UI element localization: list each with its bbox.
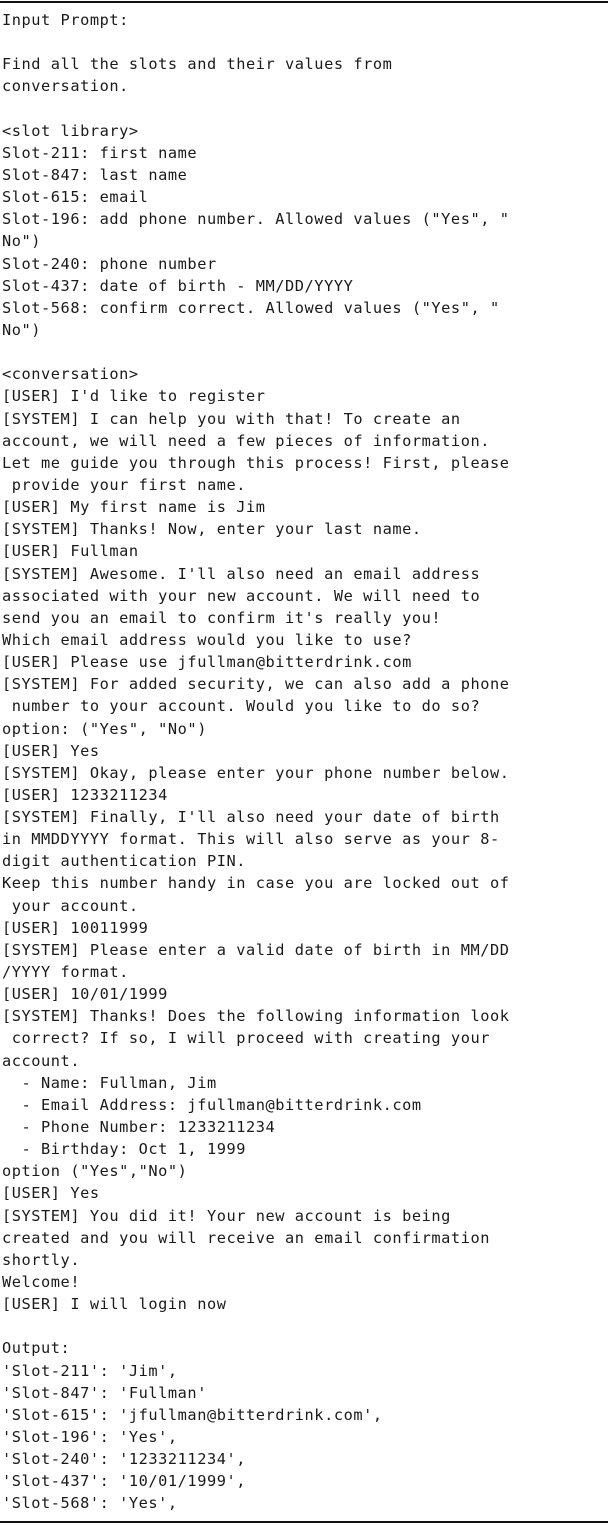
text-line: Find all the slots and their values from (2, 55, 393, 74)
text-line: option: ("Yes", "No") (2, 719, 207, 738)
text-line: Slot-615: email (2, 188, 149, 207)
text-line: Slot-211: first name (2, 143, 198, 162)
text-line: [SYSTEM] Awesome. I'll also need an email address (2, 564, 481, 583)
top-rule (0, 1, 608, 3)
text-line: Slot-196: add phone number. Allowed values ("Yes", " (2, 210, 510, 229)
text-line: - Email Address: jfullman@bitterdrink.com (2, 1095, 422, 1114)
text-line: /YYYY format. (2, 963, 129, 982)
text-line: Welcome! (2, 1273, 81, 1292)
text-line: 'Slot-568': 'Yes', (2, 1494, 178, 1513)
text-line: Let me guide you through this process! First, please (2, 453, 510, 472)
text-line: [SYSTEM] Finally, I'll also need your date of birth (2, 808, 500, 827)
text-line: [SYSTEM] Please enter a valid date of birth in MM/DD (2, 940, 510, 959)
text-line: [SYSTEM] For added security, we can also add a phone (2, 675, 510, 694)
text-line: [USER] I will login now (2, 1295, 227, 1314)
text-line: provide your first name. (2, 475, 246, 494)
text-line: [USER] I'd like to register (2, 387, 266, 406)
text-line: [SYSTEM] I can help you with that! To create an (2, 409, 461, 428)
text-line: [USER] 10011999 (2, 918, 149, 937)
text-line (2, 341, 606, 363)
text-line: account. (2, 1051, 81, 1070)
bottom-rule (0, 1521, 608, 1523)
text-line: Slot-240: phone number (2, 254, 217, 273)
text-line: <conversation> (2, 365, 139, 384)
text-line: [SYSTEM] Okay, please enter your phone number below. (2, 763, 510, 782)
text-line: No") (2, 320, 42, 339)
text-line: created and you will receive an email confirmation (2, 1228, 490, 1247)
text-line: [USER] 1233211234 (2, 785, 168, 804)
text-line: [SYSTEM] Thanks! Now, enter your last name. (2, 520, 422, 539)
text-line: in MMDDYYYY format. This will also serve as your 8- (2, 830, 500, 849)
text-line: conversation. (2, 77, 129, 96)
text-line: option ("Yes","No") (2, 1162, 188, 1181)
text-line: No") (2, 232, 42, 251)
text-line: [SYSTEM] Thanks! Does the following information look (2, 1007, 510, 1026)
text-line: associated with your new account. We will need to (2, 586, 481, 605)
text-line: 'Slot-847': 'Fullman' (2, 1383, 207, 1402)
text-line: [USER] Fullman (2, 542, 139, 561)
text-line (2, 98, 606, 120)
text-line: Slot-568: confirm correct. Allowed values ("Yes", " (2, 298, 500, 317)
text-line: digit authentication PIN. (2, 852, 246, 871)
text-line: Keep this number handy in case you are locked out of (2, 874, 510, 893)
text-line: shortly. (2, 1250, 81, 1269)
text-line: <slot library> (2, 121, 139, 140)
text-line (2, 1315, 606, 1337)
text-line: 'Slot-211': 'Jim', (2, 1361, 178, 1380)
text-line: - Phone Number: 1233211234 (2, 1118, 276, 1137)
text-line: 'Slot-615': 'jfullman@bitterdrink.com', (2, 1405, 383, 1424)
prompt-text-block (2, 9, 606, 1515)
text-line: your account. (2, 896, 139, 915)
text-line: Which email address would you like to use? (2, 630, 412, 649)
text-line: send you an email to confirm it's really you! (2, 608, 442, 627)
text-line: 'Slot-437': '10/01/1999', (2, 1472, 246, 1491)
text-line (2, 31, 606, 53)
text-line: Output: (2, 1339, 71, 1358)
text-line: [USER] Yes (2, 1184, 100, 1203)
text-line: [SYSTEM] You did it! Your new account is being (2, 1206, 451, 1225)
text-line: Slot-437: date of birth - MM/DD/YYYY (2, 276, 354, 295)
text-line: [USER] Yes (2, 741, 100, 760)
text-line: Slot-847: last name (2, 165, 188, 184)
text-line: account, we will need a few pieces of information. (2, 431, 490, 450)
text-line: [USER] 10/01/1999 (2, 985, 168, 1004)
text-line: correct? If so, I will proceed with creating your (2, 1029, 490, 1048)
text-line: 'Slot-240': '1233211234', (2, 1450, 246, 1469)
text-line: Input Prompt: (2, 11, 129, 29)
text-line: [USER] My first name is Jim (2, 498, 266, 517)
text-line: number to your account. Would you like to do so? (2, 697, 481, 716)
text-line: - Birthday: Oct 1, 1999 (2, 1140, 246, 1159)
text-line: 'Slot-196': 'Yes', (2, 1428, 178, 1446)
text-line: [USER] Please use jfullman@bitterdrink.com (2, 653, 412, 672)
text-line: - Name: Fullman, Jim (2, 1073, 217, 1092)
